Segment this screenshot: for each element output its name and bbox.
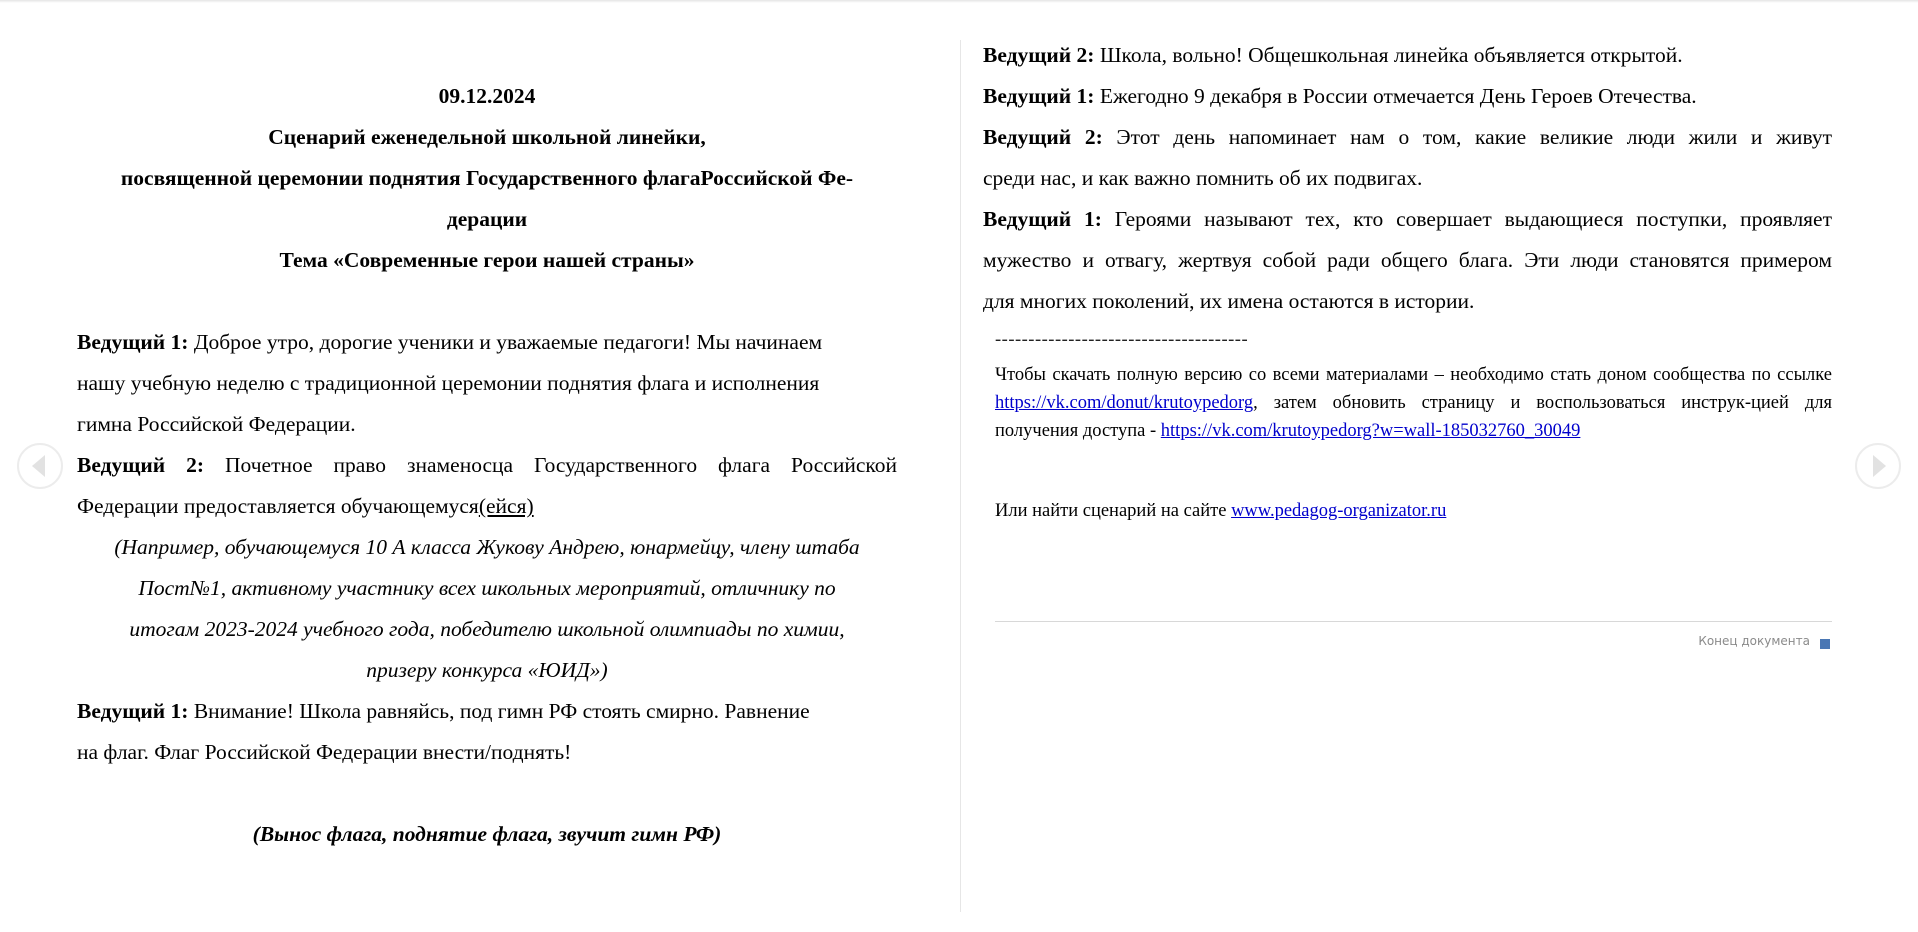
example-line: итогам 2023-2024 учебного года, победителю школьной олимпиады по химии, xyxy=(129,617,845,641)
paragraph-text: среди нас, и как важно помнить об их подвигах. xyxy=(983,166,1423,190)
paragraph-host2-opening xyxy=(983,35,1832,76)
paragraph-text: Федерации предоставляется обучающемуся xyxy=(77,494,479,518)
top-shadow xyxy=(0,0,1918,3)
paragraph-text: Ежегодно 9 декабря в России отмечается День Героев Отечества. xyxy=(1094,84,1697,108)
download-notice xyxy=(995,325,1832,525)
paragraph-host1-heroes-day xyxy=(983,76,1832,117)
stage-direction: (Вынос флага, поднятие флага, звучит гимн РФ) xyxy=(252,822,722,846)
end-of-document-mark xyxy=(1820,639,1830,649)
document-page-right xyxy=(983,35,1832,322)
example-note xyxy=(77,527,897,691)
page-divider xyxy=(960,40,961,912)
notice-text: Или найти сценарий на сайте xyxy=(995,501,1232,521)
paragraph-text: на флаг. Флаг Российской Федерации внести/поднять! xyxy=(77,740,572,764)
example-line: призеру конкурса «ЮИД») xyxy=(366,658,608,682)
document-title-line3: дерации xyxy=(446,207,528,231)
blank-line xyxy=(77,281,897,322)
document-page-left xyxy=(77,76,897,855)
paragraph-text: Почетное право знаменосца Государственного флага Российской xyxy=(204,453,897,477)
speaker-label: Ведущий 2: xyxy=(983,43,1095,67)
blank-line xyxy=(77,773,897,814)
paragraph-text: для многих поколений, их имена остаются в истории. xyxy=(983,289,1475,313)
underlined-suffix: (ейся) xyxy=(478,494,534,518)
paragraph-text: гимна Российской Федерации. xyxy=(77,412,356,436)
paragraph-text: Героями называют тех, кто совершает выдающиеся поступки, проявляет xyxy=(1101,207,1832,231)
document-theme: Тема «Современные герои нашей страны» xyxy=(279,248,695,272)
document-date: 09.12.2024 xyxy=(438,84,536,108)
paragraph-text: Внимание! Школа равняйсь, под гимн РФ стоять смирно. Равнение xyxy=(188,699,810,723)
notice-text: , затем обновить страницу и воспользоваться инструк-цией для получения доступа - xyxy=(995,393,1832,441)
donut-link[interactable]: https://vk.com/donut/krutoypedorg xyxy=(995,393,1254,413)
speaker-label: Ведущий 1: xyxy=(77,699,189,723)
end-of-document-label: Конец документа xyxy=(1698,634,1810,648)
blank-line xyxy=(995,445,1832,497)
paragraph-text: нашу учебную неделю с традиционной церемонии поднятия флага и исполнения xyxy=(77,371,820,395)
paragraph-host2-reminder xyxy=(983,117,1832,199)
document-title-line2: посвященной церемонии поднятия Государственного флагаРоссийской Фе- xyxy=(120,166,854,190)
paragraph-text: Школа, вольно! Общешкольная линейка объявляется открытой. xyxy=(1094,43,1683,67)
notice-text: Чтобы скачать полную версию со всеми материалами – необходимо стать доном сообщества по ссылке xyxy=(995,365,1832,385)
speaker-label: Ведущий 2: xyxy=(77,453,205,477)
paragraph-text: Доброе утро, дорогие ученики и уважаемые педагоги! Мы начинаем xyxy=(188,330,823,354)
speaker-label: Ведущий 2: xyxy=(983,125,1103,149)
site-link[interactable]: www.pedagog-organizator.ru xyxy=(1231,501,1447,521)
document-title-line1: Сценарий еженедельной школьной линейки, xyxy=(268,125,706,149)
speaker-label: Ведущий 1: xyxy=(77,330,189,354)
next-page-button[interactable] xyxy=(1855,443,1901,489)
speaker-label: Ведущий 1: xyxy=(983,207,1102,231)
paragraph-host1-greeting xyxy=(77,322,897,445)
paragraph-text: мужество и отвагу, жертвуя собой ради общего блага. Эти люди становятся примером xyxy=(983,248,1832,272)
speaker-label: Ведущий 1: xyxy=(983,84,1095,108)
wall-post-link[interactable]: https://vk.com/krutoypedorg?w=wall-185032760_30049 xyxy=(1160,421,1581,441)
chevron-right-icon xyxy=(1873,455,1886,477)
prev-page-button[interactable] xyxy=(17,443,63,489)
paragraph-host2-flagbearer xyxy=(77,445,897,527)
dashed-separator: -------------------------------------- xyxy=(995,330,1249,350)
paragraph-host1-attention xyxy=(77,691,897,773)
site-reference xyxy=(995,497,1832,525)
end-of-document-rule xyxy=(995,621,1832,622)
download-instructions xyxy=(995,361,1832,445)
example-line: Пост№1, активному участнику всех школьных мероприятий, отличнику по xyxy=(138,576,836,600)
paragraph-text: Этот день напоминает нам о том, какие великие люди жили и живут xyxy=(1102,125,1833,149)
paragraph-host1-heroes xyxy=(983,199,1832,322)
example-line: (Например, обучающемуся 10 А класса Жукову Андрею, юнармейцу, члену штаба xyxy=(114,535,860,559)
chevron-left-icon xyxy=(32,455,45,477)
